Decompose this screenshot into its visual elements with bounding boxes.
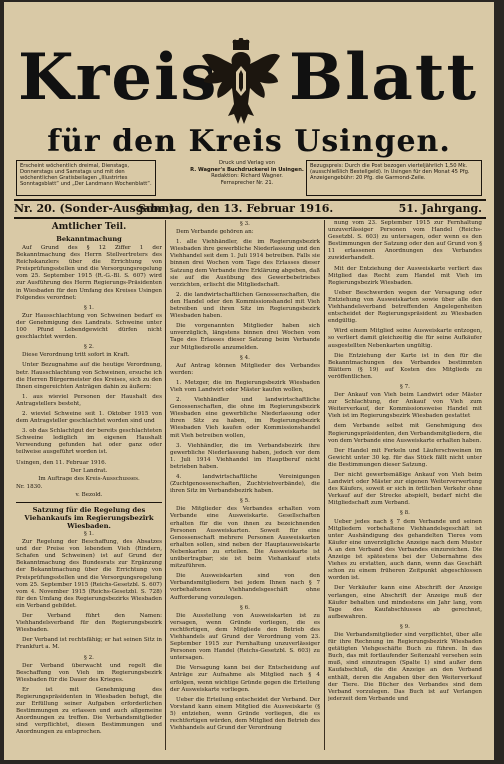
paragraph: dem Verbande selbst mit Genehmigung des Regierungspräsidenten, den Verbandsmitgliedern, die von dem Verbande eine Ausweiskarte erhalten haben. (328, 423, 482, 444)
masthead-title-right: Blatt (289, 40, 478, 115)
section-number: § 2. (84, 344, 94, 351)
paragraph: 2. die landwirtschaftlichen Genossenschaften, die den Handel oder den Kommissionshandel mit Vieh betreiben und ihren Sitz im Regierungsbezirk Wiesbaden haben. (170, 291, 320, 320)
paragraph: Die Ausstellung von Ausweiskarten ist zu versagen, wenn Gründe vorliegen, die es rechtfertigen, dem Mitgliede den Betrieb des Viehhandels auf Grund der Verordnung vom 23. September 1915 zur Fernhaltung unzuverlässiger Personen vom Handel (Reichs-Gesetzbl. S. 603) zu untersagen. (170, 612, 320, 662)
column-divider (324, 220, 325, 750)
publisher-line: Fernsprecher Nr. 21. (220, 179, 274, 186)
section-number: § 5. (240, 498, 250, 505)
paragraph: Mit der Entziehung der Ausweiskarte verliert das Mitglied das Recht zum Handel mit Vieh im Regierungsbezirk Wiesbaden. (328, 265, 482, 286)
paragraph: Er ist mit Genehmigung des Regierungspräsidenten in Wiesbaden befugt, die zur Erfüllung seiner Aufgaben erforderlichen Bestimmungen zu erlassen und auch allgemeine Anordnungen zu treffen. Die Verbandsmitglieder sind verpflichtet, diesen Bestimmungen und Anordnungen zu entsprechen. (16, 686, 162, 736)
masthead-subtitle: für den Kreis Usingen. (47, 124, 451, 159)
issue-date: Sonntag, den 13. Februar 1916. (138, 202, 334, 215)
section-number: § 3. (240, 221, 250, 227)
publication-schedule-box: Erscheint wöchentlich dreimal, Dienstags, Donnerstags und Samstags und mit den wöchentlichen Gratisbeilagen „Illustrirtes Sonntagsblatt“ und „Der Landmann Wochenblatt“. (16, 160, 156, 196)
paragraph: Die Verbandsmitglieder sind verpflichtet, über alle für ihre Rechnung im Regierungsbezirk Wiesbaden getätigten Viehgeschäfte Buch zu führen. In das Buch, das mit fortlaufender Seitenzahl versehen sein muß, sind einzutragen (Spalte 1) sind außer dem Kaufabschluß, die die Anzeige an den Verband enthält, deren die Angaben über den Weiterverkauf der Tiere. Die Bücher des Verbandes sind dem Verband vorzulegen. Das Buch ist auf Verlangen jederzeit dem Verbande und (328, 631, 482, 702)
paragraph: Die vorgenannten Mitglieder haben sich unverzüglich, längstens binnen drei Wochen vom Tage des Erlasses dieser Satzung beim Verbande zur Mitgliedsrolle anzumelden. (170, 323, 320, 351)
column-3 (328, 220, 482, 750)
paragraph: Die Ausweiskarten sind von den Verbandsmitgliedern bei jedem Ihnen nach § 7 vorbehaltenen Viehhandelsgeschäft ohne Aufforderung vorzulegen. (170, 573, 320, 601)
section-number: § 6. (240, 604, 250, 611)
signature-line: Der Landrat. (70, 467, 108, 474)
section-title: Amtlicher Teil. (51, 222, 127, 232)
article-heading: Bekanntmachung (56, 235, 122, 243)
paragraph: Der Handel mit Ferkeln und Läuferschweinen im Gewicht unter 30 kg. für das Stück fällt nicht unter die Bestimmungen dieser Satzung. (328, 447, 482, 468)
paragraph: Zur Hausschlachtung von Schweinen bedarf es der Genehmigung des Landrats. Schweine unter 100 Pfund Lebendgewicht dürfen nicht geschlachtet werden. (16, 312, 162, 341)
section-number: § 7. (400, 383, 410, 390)
dateline (14, 202, 486, 216)
eagle-crest-icon (200, 38, 282, 130)
paragraph: Zur Regelung der Beschaffung, des Absatzes und der Preise von lebendem Vieh (Rindern, Schafen und Schweinen) ist auf Grund der Bekanntmachung des Bundesrats zur Ergänzung der Bekanntmachung über die Errichtung von Preisprüfungsstellen und die Versorgungsregelung vom 25. September 1915 (Reichs-Gesetzbl. S. 607) vom 4. November 1915 (Reichs-Gesetzbl. S. 728) für den Umfang des Regierungsbezirks Wiesbaden ein Verband gebildet. (16, 539, 162, 609)
paragraph: Unter Bezugnahme auf die heutige Verordnung, betr. Hausschlachtung von Schweinen, ersuche ich die Herren Bürgermeister des Kreises, sich zu den Ihnen eingereichten Anträgen dahin zu äußern: (16, 362, 162, 390)
paragraph: Der nicht gewerbsmäßige Ankauf von Vieh beim Landwirt oder Mäster zur eigenen Weiterverwertung des Käufers, soweit er sich in örtlichen Verkehr ohne Verkauf auf der Strecke abspielt, bedarf nicht die Mitgliedschaft zum Verband. (328, 472, 482, 507)
paragraph: Dem Verbande gehören an: (176, 229, 254, 236)
column-2 (170, 220, 320, 750)
column-divider (165, 220, 166, 750)
paragraph: Der Verband ist rechtsfähig; er hat seinen Sitz in Frankfurt a. M. (16, 637, 162, 651)
paragraph: Ueber jedes nach § 7 dem Verbande und seinen Mitgliedern vorbehaltene Viehhandelsgeschäft ist unter Aushändigung des gehandelten Tieres vom Käufer eine unverzügliche Anzeige nach dem Muster A an den Verband des Verbandes einzureichen. Die Anzeige ist spätestens bei der Uebernahme des Viehes zu erstatten, auch dann, wenn das Geschäft schon zu einem früheren Zeitpunkt abgeschlossen worden ist. (328, 518, 482, 582)
dateline-rule-top (14, 199, 486, 201)
paragraph: Der Ankauf von Vieh beim Landwirt oder Mäster zur Schlachtung, der Ankauf von Vieh zum Weiterverkauf, der Kommissionsweise Handel mit Vieh ist im Regierungsbezirk Wiesbaden gestattet (328, 392, 482, 420)
masthead-title-left: Kreis (18, 40, 219, 115)
section-number: § 8. (400, 510, 410, 517)
paragraph: Der Verband führt den Namen: Viehhandelsverband für den Regierungsbezirk Wiesbaden. (16, 613, 162, 634)
dateline-rule-bottom (14, 217, 486, 219)
notice-title: Satzung für die Regelung des Viehankaufs im Regierungsbezirk Wiesbaden. (24, 506, 154, 530)
signature-line: Im Auftrage des Kreis-Ausschusses. (38, 475, 140, 482)
paragraph: Auf Antrag können Mitglieder des Verbandes werden: (170, 362, 320, 376)
paragraph: Die Entziehung der Karte ist in den für die Bekanntmachungen des Verbandes bestimmten Blättern (§ 19) auf Kosten des Mitglieds zu veröffentlichen. (328, 352, 482, 380)
subscription-price-box: Bezugspreis: Durch die Post bezogen vierteljährlich 1,50 Mk. (ausschließlich Bestellgeld). In Usingen für den Monat 45 Pfg. Anzeigengebühr: 20 Pfg. die Garmond-Zeile. (306, 160, 482, 196)
list-item: 1. aus wieviel Personen der Haushalt des Antragstellers besteht, (16, 393, 162, 407)
place-date: Usingen, den 11. Februar 1916. (16, 459, 107, 466)
newspaper-page (4, 2, 494, 760)
section-number: § 9. (400, 623, 410, 630)
paragraph: nung vom 23. September 1915 zur Fernhaltung unzuverlässiger Personen vom Handel (Reichs-Gesetzbl. S. 603) zu untersagen, oder wenn es den Bestimmungen der Satzung oder den auf Grund von § 11 erlassenen Anordnungen des Verbandes zuwiderhandelt. (328, 220, 482, 262)
list-item: 2. wieviel Schweine seit 1. Oktober 1915 von dem Antragsteller geschlachtet worden sind und (16, 410, 162, 425)
paragraph: Der Verkäufer kann eine Abschrift der Anzeige verlangen, eine Abschrift der Anzeige muß der Käufer behalten und mindestens ein Jahr lang, vom Tage des Kaufabschlusses ab gerechnet, aufbewahren. (328, 585, 482, 620)
section-number: § 2. (84, 654, 94, 661)
publisher-line: R. Wagner's Buchdruckerei in Usingen. (190, 166, 304, 173)
signature-name: v. Bezold. (75, 491, 103, 498)
section-number: § 1. (84, 531, 94, 537)
list-item: 3. ob das Schlachtgut der bereits geschlachteten Schweine lediglich im eigenen Haushalt Verwendung gefunden hat oder ganz oder teilweise ausgeführt worden ist. (16, 428, 162, 456)
paragraph: Wird einem Mitglied seine Ausweiskarte entzogen, so verliert damit gleichzeitig die für seine Aufkäufer ausgestellten Nebenkarten ungültig. (328, 328, 482, 349)
paragraph: Die Versagung kann bei der Entscheidung auf Anträge zur Aufnahme als Mitglied nach § 4 erfolgen, wenn wichtige Gründe gegen die Erteilung der Ausweiskarte vorliegen. (170, 665, 320, 693)
paragraph: Die Mitglieder des Verbandes erhalten vom Verbande eine Ausweiskarte. Gesellschaften erhalten für die von ihnen zu bezeichnenden Personen Ausweiskarten. Soweit für eine Genossenschaft mehrere Personen Ausweiskarten erhalten sollen, sind neben der Hauptausweiskarte Nebenkarten zu erteilen. Die Ausweiskarte ist unübertragbar; sie ist beim Viehankauf stets mitzuführen. (170, 506, 320, 570)
masthead (4, 2, 494, 197)
paragraph: 2. Viehhändler und landwirtschaftliche Genossenschaften, die ohne im Regierungsbezirk Wiesbaden eine gewerbliche Niederlassung oder ihren Sitz zu haben, im Regierungsbezirk Wiesbaden Vieh kaufen oder Kommissionshandel mit Vieh betreiben wollen, (170, 397, 320, 439)
paragraph: 4. landwirtschaftliche Vereinigungen (Zuchtgenossenschaften, Zuchtviehverbände), die ihren Sitz im Verbandsbezirk haben. (170, 474, 320, 495)
paragraph: Diese Verordnung tritt sofort in Kraft. (22, 352, 130, 359)
paragraph: Der Verband überwacht und regelt die Beschaffung von Vieh im Regierungsbezirk Wiesbaden für die Dauer des Krieges. (16, 662, 162, 683)
paragraph: 1. Metzger, die im Regierungsbezirk Wiesbaden Vieh vom Landwirt oder Mäster kaufen wollen, (170, 379, 320, 393)
paragraph: 1. alle Viehhändler, die im Regierungsbezirk Wiesbaden ihre gewerbliche Niederlassung und den Viehhandel seit dem 1. Juli 1914 betreiben. Falls sie binnen drei Wochen vom Tage des Erlasses dieser Satzung dem Verbande ihre Erklärung abgeben, daß sie auf die Ausübung des Gewerbebetriebes verzichten, erlischt die Mitgliedschaft. (170, 239, 320, 288)
paragraph: Ueber Beschwerden wegen der Versagung oder Entziehung von Ausweiskarten sowie über alle den Viehhandelsverband betreffenden Angelegenheiten entscheidet der Regierungspräsident zu Wiesbaden endgültig. (328, 289, 482, 325)
volume-year: 51. Jahrgang. (398, 202, 482, 215)
statute-notice (16, 502, 162, 737)
publisher-line: Druck und Verlag von (218, 160, 275, 166)
section-number: § 4. (240, 354, 250, 361)
publisher-line: Redaktion: Richard Wagner. (211, 173, 283, 179)
publisher-info (176, 160, 318, 186)
issue-number: Nr. 20. (Sonder-Ausgabe.) (14, 202, 175, 215)
paragraph: Ueber die Erteilung entscheidet der Verband. Der Vorstand kann einem Mitglied die Ausweiskarte (§ 5) entziehen, wenn Gründe vorliegen, die es rechtfertigen würden, dem Mitglied den Betrieb des Viehhandels auf Grund der Verordnung (170, 696, 320, 732)
section-number: § 1. (84, 304, 94, 311)
reference-number: Nr. 1830. (16, 483, 43, 490)
column-1 (16, 220, 162, 750)
paragraph: 3. Viehhändler, die im Verbandsbezirk ihre gewerbliche Niederlassung haben, jedoch vor dem 1. Juli 1914 Viehhandel im Hauptberuf nicht betrieben haben. (170, 442, 320, 470)
paragraph: Auf Grund des § 12 Ziffer 1 der Bekanntmachung des Herrn Stellvertreters des Reichskanzlers über die Errichtung von Preisprüfungsstellen und die Versorgungsregelung vom 25. September 1915 (R.-G.-Bl. S. 607) wird zur Ausführung des Herrn Regierungs-Präsidenten in Wiesbaden für den Umfang des Kreises Usingen Folgendes verordnet: (16, 245, 162, 301)
